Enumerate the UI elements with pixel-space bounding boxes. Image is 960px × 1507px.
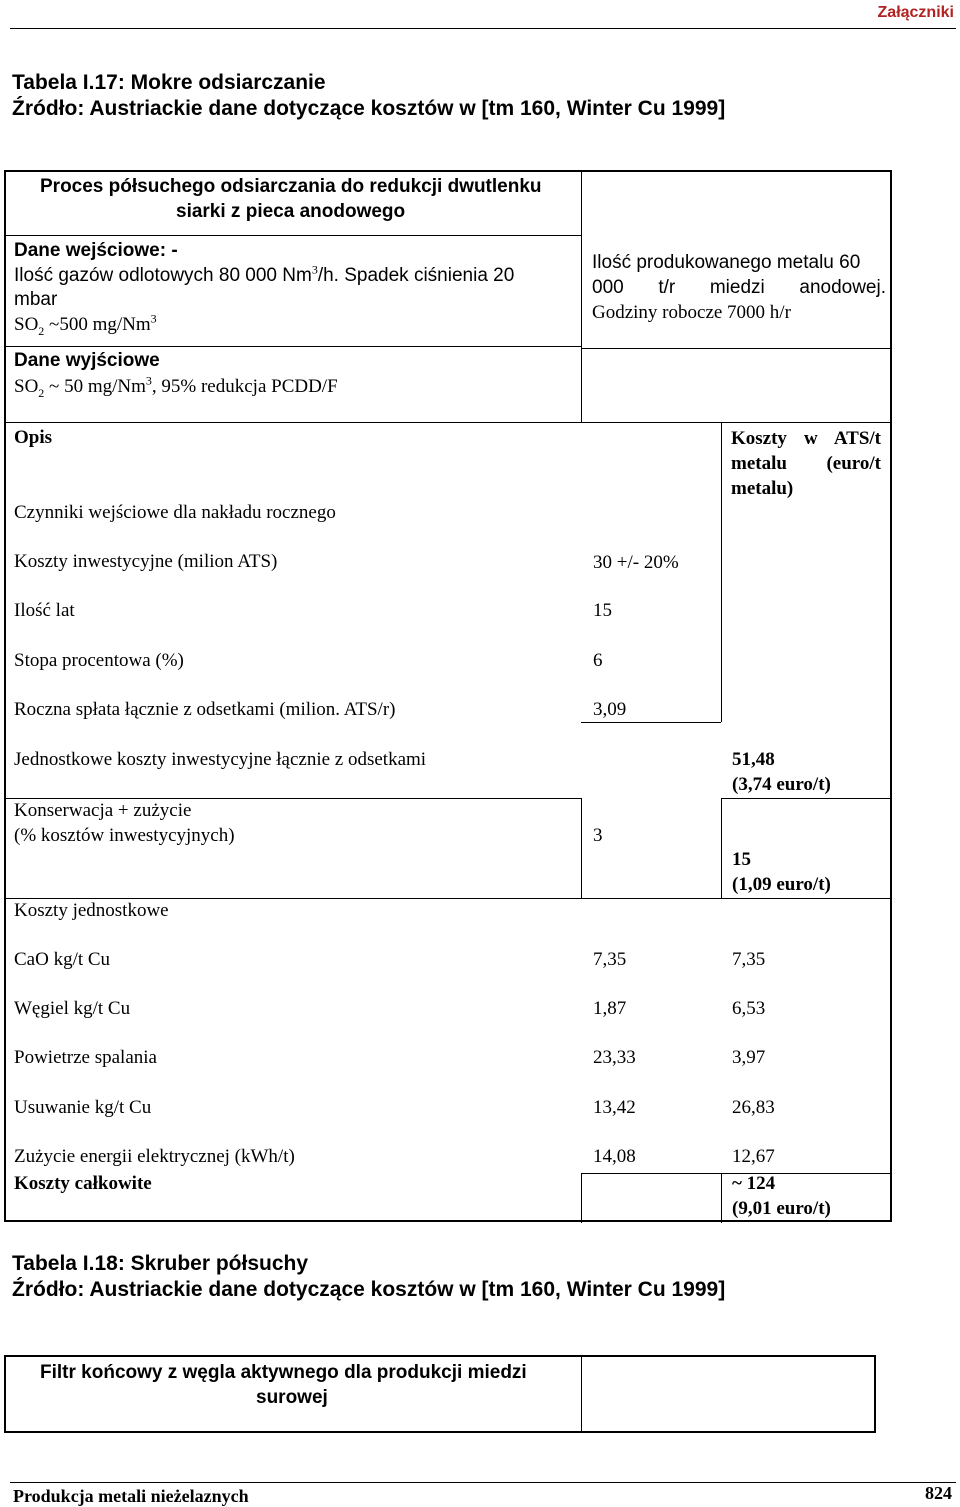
process-title: Proces półsuchego odsiarczania do redukcji dwutlenku	[40, 176, 542, 197]
unit-costs-label: Koszty jednostkowe	[14, 900, 169, 921]
table-row-value: 1,87	[593, 998, 627, 1019]
table-row-cost: 6,53	[732, 998, 766, 1019]
table17-divider-value	[581, 798, 582, 898]
table17-divider-cost	[721, 798, 722, 898]
filter-title: Filtr końcowy z węgla aktywnego dla produkcji miedzi	[40, 1362, 527, 1383]
page-number: 824	[925, 1483, 952, 1503]
input-so2: $SO_2$ ~500 mg/Nm$^3$	[14, 311, 157, 338]
footer-rule	[10, 1482, 956, 1483]
table18-divider	[581, 1357, 582, 1431]
cost-header-cont: metalu (euro/t	[731, 453, 881, 474]
maintenance-cost: 15	[732, 849, 751, 870]
table17-source: Źródło: Austriackie dane dotyczące kosztów w [tm 160, Winter Cu 1999]	[12, 97, 726, 120]
table18	[4, 1355, 876, 1433]
table17-rule	[6, 422, 892, 423]
table-row-cost: 7,35	[732, 949, 766, 970]
table-row-label: Węgiel kg/t Cu	[14, 998, 131, 1019]
table17-rule	[721, 798, 892, 799]
table-row-value: 13,42	[593, 1097, 636, 1118]
table-row-cost: 12,67	[732, 1146, 775, 1167]
table-row-value: 15	[593, 600, 612, 621]
total-cost-euro: (9,01 euro/t)	[732, 1198, 831, 1219]
table-row-value: 3,09	[593, 699, 627, 720]
working-hours: Godziny robocze 7000 h/r	[592, 302, 791, 323]
table-row-value: 6	[593, 650, 603, 671]
table18-title: Tabela I.18: Skruber półsuchy	[12, 1252, 309, 1275]
input-output-rule	[6, 346, 581, 347]
input-factors-label: Czynniki wejściowe dla nakładu rocznego	[14, 502, 336, 523]
metal-production-cont: 000 t/r miedzi anodowej.	[592, 277, 886, 298]
table17-rule	[581, 348, 892, 349]
output-so2: $SO_2$ ~ 50 mg/Nm$^3$, 95% redukcja PCDD/F	[14, 373, 338, 400]
input-data-title: Dane wejściowe: -	[14, 240, 178, 261]
table-row-label: Zużycie energii elektrycznej (kWh/t)	[14, 1146, 295, 1167]
table-row-label: Koszty inwestycyjne (milion ATS)	[14, 551, 278, 572]
table-row-label: Ilość lat	[14, 600, 75, 621]
table-row-value: 23,33	[593, 1047, 636, 1068]
header-rule	[10, 28, 956, 29]
table17-rule	[581, 722, 721, 723]
total-cost-value: ~ 124	[732, 1173, 776, 1194]
table17-divider-top	[581, 172, 582, 422]
table-row-label: Usuwanie kg/t Cu	[14, 1097, 152, 1118]
table-row-label: CaO kg/t Cu	[14, 949, 111, 970]
maintenance-cost-euro: (1,09 euro/t)	[732, 874, 831, 895]
table17	[4, 170, 892, 1222]
table-row-cost: 3,97	[732, 1047, 766, 1068]
table18-source: Źródło: Austriackie dane dotyczące kosztów w [tm 160, Winter Cu 1999]	[12, 1278, 726, 1301]
table-row-label: Stopa procentowa (%)	[14, 650, 184, 671]
header-title: Załączniki	[877, 4, 954, 21]
unit-investment-cost-euro: (3,74 euro/t)	[732, 774, 831, 795]
table-row-label: Powietrze spalania	[14, 1047, 157, 1068]
filter-title-cont: surowej	[256, 1387, 328, 1408]
input-gas-volume: Ilość gazów odlotowych 80 000 Nm$^3$/h. Spadek ciśnienia 20	[14, 262, 515, 286]
cost-header-cont2: metalu)	[731, 478, 794, 499]
table17-divider-value	[581, 1173, 582, 1223]
table17-divider-cost	[721, 1173, 722, 1223]
input-mbar: mbar	[14, 289, 58, 310]
unit-investment-label: Jednostkowe koszty inwestycyjne łącznie z odsetkami	[14, 749, 427, 770]
page-header	[0, 0, 960, 34]
table17-rule	[6, 235, 581, 236]
output-data-title: Dane wyjściowe	[14, 350, 160, 371]
unit-investment-cost: 51,48	[732, 749, 775, 770]
table-row-value: 30 +/- 20%	[593, 552, 679, 573]
process-title-cont: siarki z pieca anodowego	[176, 201, 406, 222]
description-heading: Opis	[14, 427, 53, 448]
footer-title: Produkcja metali nieżelaznych	[13, 1486, 249, 1506]
table-row-value: 14,08	[593, 1146, 636, 1167]
table18-caption	[12, 1251, 725, 1303]
metal-production: Ilość produkowanego metalu 60	[592, 252, 861, 273]
table17-divider-cost	[721, 422, 722, 722]
maintenance-value: 3	[593, 825, 603, 846]
cost-header: Koszty w ATS/t	[731, 428, 881, 449]
maintenance-label: Konserwacja + zużycie	[14, 800, 192, 821]
table-row-value: 7,35	[593, 949, 627, 970]
table17-caption	[12, 70, 725, 122]
table-row-cost: 26,83	[732, 1097, 775, 1118]
maintenance-label-cont: (% kosztów inwestycyjnych)	[14, 825, 235, 846]
table-row-label: Roczna spłata łącznie z odsetkami (milion. ATS/r)	[14, 699, 396, 720]
total-cost-label: Koszty całkowite	[14, 1173, 152, 1194]
table17-title: Tabela I.17: Mokre odsiarczanie	[12, 71, 326, 94]
